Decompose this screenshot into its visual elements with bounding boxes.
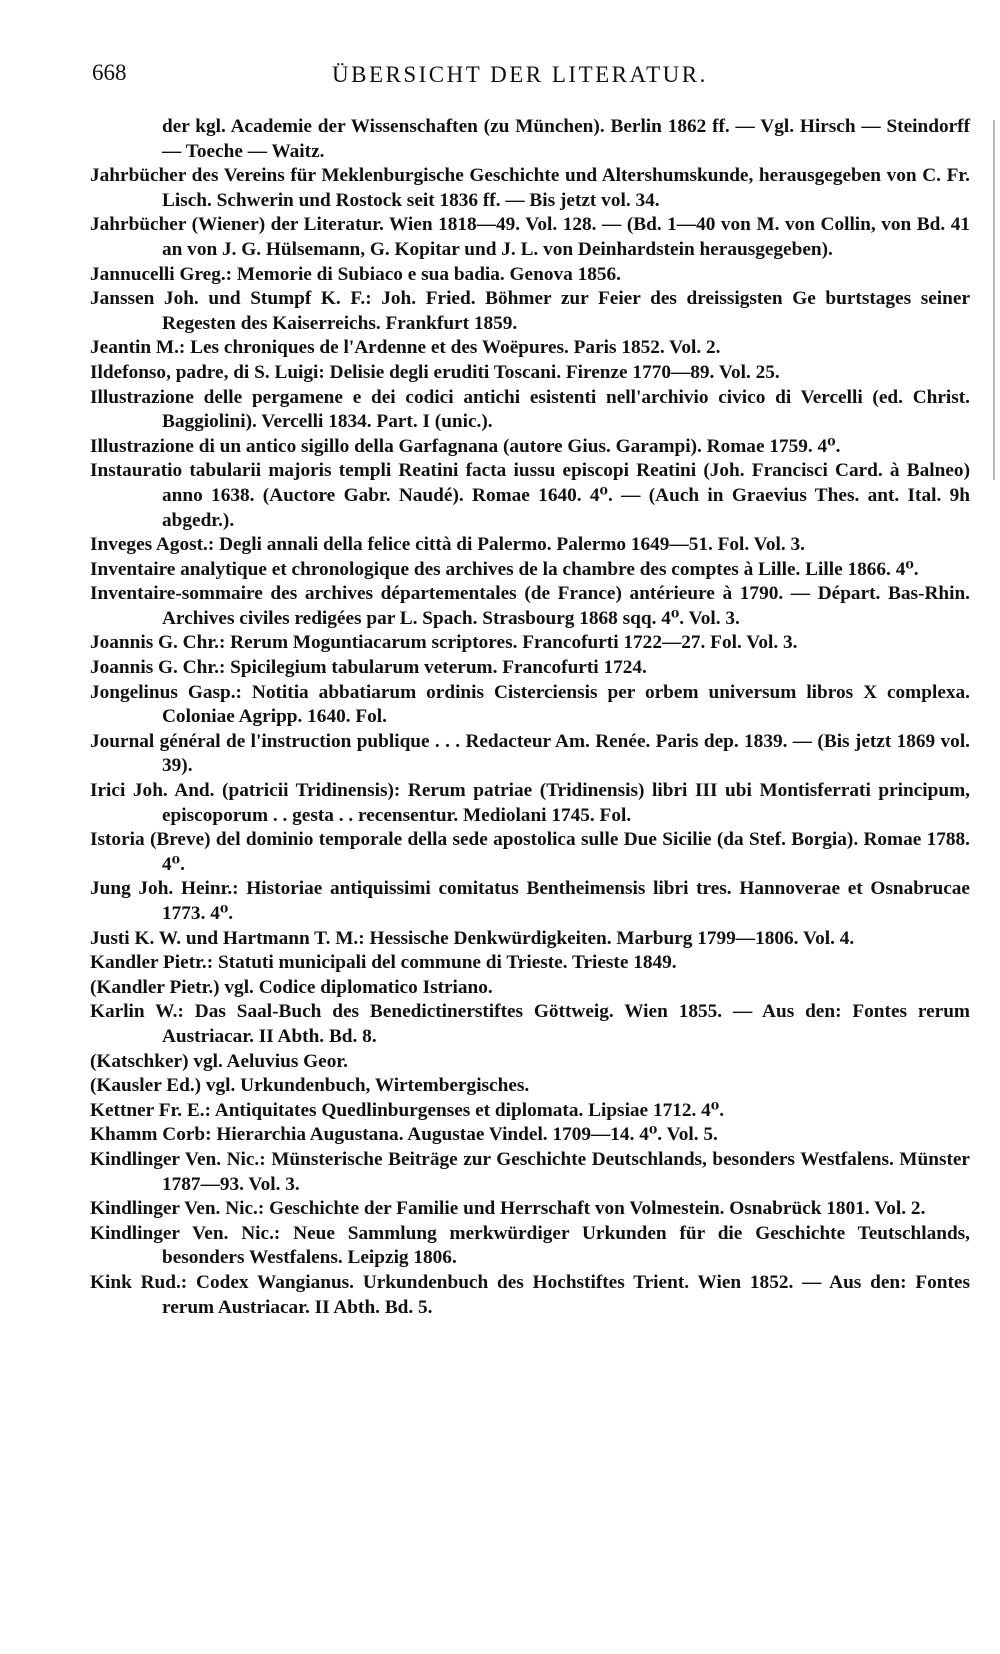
bibliography-entry: Kandler Pietr.: Statuti municipali del commune di Trieste. Trieste 1849. <box>90 952 677 974</box>
bibliography-entry: Inveges Agost.: Degli annali della felice città di Palermo. Palermo 1649—51. Fol. Vol. 3. <box>90 534 805 556</box>
bibliography-entry: Illustrazione di un antico sigillo della Garfagnana (autore Gius. Garampi). Romae 1759. 4⁰. <box>90 435 841 457</box>
bibliography-entry: Kindlinger Ven. Nic.: Geschichte der Familie und Herrschaft von Volmestein. Osnabrück 1801. Vol. 2. <box>90 1198 926 1220</box>
bibliography-entry: Joannis G. Chr.: Rerum Moguntiacarum scriptores. Francofurti 1722—27. Fol. Vol. 3. <box>90 632 798 654</box>
bibliography-entry: Jongelinus Gasp.: Notitia abbatiarum ordinis Cisterciensis per orbem universum libros X complexa. Coloniae Agripp. 1640. Fol. <box>90 681 970 728</box>
bibliography-entry: Illustrazione delle pergamene e dei codici antichi esistenti nell'archivio civico di Vercelli (ed. Christ. Baggiolini). Vercelli 1834. Part. I (unic.). <box>90 386 970 433</box>
bibliography-entry: Irici Joh. And. (patricii Tridinensis): Rerum patriae (Tridinensis) libri III ubi Montisferrati principum, episcoporum . . gesta . . recensentur. Mediolani 1745. Fol. <box>90 780 970 826</box>
bibliography-entry: Joannis G. Chr.: Spicilegium tabularum veterum. Francofurti 1724. <box>90 657 647 679</box>
bibliography-entry: Kink Rud.: Codex Wangianus. Urkundenbuch des Hochstiftes Trient. Wien 1852. — Aus den: Fontes rerum Austriacar. II Abth. Bd. 5. <box>90 1271 970 1318</box>
bibliography-entry: Kindlinger Ven. Nic.: Münsterische Beiträge zur Geschichte Deutschlands, besonders Westfalens. Münster 1787—93. Vol. 3. <box>90 1148 970 1195</box>
bibliography-entry: Jung Joh. Heinr.: Historiae antiquissimi comitatus Bentheimensis libri tres. Hannoverae et Osnabrucae 1773. 4⁰. <box>90 878 970 924</box>
page-header <box>92 60 970 100</box>
bibliography-entry: Jeantin M.: Les chroniques de l'Ardenne et des Woëpures. Paris 1852. Vol. 2. <box>90 337 721 359</box>
bibliography-entry: (Kausler Ed.) vgl. Urkundenbuch, Wirtembergisches. <box>90 1075 530 1097</box>
bibliography-entry: Inventaire-sommaire des archives départementales (de France) antérieure à 1790. — Départ. Bas-Rhin. Archives civiles redigées par L. Spach. Strasbourg 1868 sqq. 4⁰. Vol. 3. <box>90 583 970 629</box>
bibliography-entry: Journal général de l'instruction publique . . . Redacteur Am. Renée. Paris dep. 1839. — (Bis jetzt 1869 vol. 39). <box>90 730 970 777</box>
bibliography-list <box>90 115 970 1320</box>
bibliography-entry: Jahrbücher (Wiener) der Literatur. Wien 1818—49. Vol. 128. — (Bd. 1—40 von M. von Collin, von Bd. 41 an von J. G. Hülsemann, G. Kopitar und J. L. von Deinhardstein herausgegeben). <box>90 214 970 260</box>
bibliography-entry: Jannucelli Greg.: Memorie di Subiaco e sua badia. Genova 1856. <box>90 263 621 285</box>
bibliography-entry: Justi K. W. und Hartmann T. M.: Hessische Denkwürdigkeiten. Marburg 1799—1806. Vol. 4. <box>90 927 855 949</box>
running-title: ÜBERSICHT DER LITERATUR. <box>332 62 708 87</box>
bibliography-entry: (Kandler Pietr.) vgl. Codice diplomatico Istriano. <box>90 976 493 998</box>
bibliography-entry: Inventaire analytique et chronologique des archives de la chambre des comptes à Lille. Lille 1866. 4⁰. <box>90 558 919 580</box>
bibliography-entry: Kettner Fr. E.: Antiquitates Quedlinburgenses et diplomata. Lipsiae 1712. 4⁰. <box>90 1099 725 1121</box>
bibliography-entry: Ildefonso, padre, di S. Luigi: Delisie degli eruditi Toscani. Firenze 1770—89. Vol. 25. <box>90 361 780 383</box>
bibliography-entry: Khamm Corb: Hierarchia Augustana. Augustae Vindel. 1709—14. 4⁰. Vol. 5. <box>90 1124 718 1146</box>
bibliography-entry: Kindlinger Ven. Nic.: Neue Sammlung merkwürdiger Urkunden für die Geschichte Teutschlands, besonders Westfalens. Leipzig 1806. <box>90 1222 970 1269</box>
bibliography-entry: Karlin W.: Das Saal-Buch des Benedictinerstiftes Göttweig. Wien 1855. — Aus den: Fontes rerum Austriacar. II Abth. Bd. 8. <box>90 1001 970 1047</box>
page-number: 668 <box>92 60 127 85</box>
bibliography-entry: der kgl. Academie der Wissenschaften (zu München). Berlin 1862 ff. — Vgl. Hirsch — Steindorff — Toeche — Waitz. <box>162 116 970 162</box>
bibliography-entry: Jahrbücher des Vereins für Meklenburgische Geschichte und Altershumskunde, herausgegeben von C. Fr. Lisch. Schwerin und Rostock seit 1836 ff. — Bis jetzt vol. 34. <box>90 165 970 211</box>
binding-shadow <box>993 120 995 480</box>
bibliography-entry: (Katschker) vgl. Aeluvius Geor. <box>90 1050 348 1072</box>
bibliography-entry: Janssen Joh. und Stumpf K. F.: Joh. Fried. Böhmer zur Feier des dreissigsten Ge burtstages seiner Regesten des Kaiserreichs. Frankfurt 1859. <box>90 288 970 334</box>
bibliography-entry: Istoria (Breve) del dominio temporale della sede apostolica sulle Due Sicilie (da Stef. Borgia). Romae 1788. 4⁰. <box>90 829 970 875</box>
bibliography-entry: Instauratio tabularii majoris templi Reatini facta iussu episcopi Reatini (Joh. Francisci Card. à Balneo) anno 1638. (Auctore Gabr. Naudé). Romae 1640. 4⁰. — (Auch in Graevius Thes. ant. Ital. 9h abgedr.). <box>90 460 970 531</box>
